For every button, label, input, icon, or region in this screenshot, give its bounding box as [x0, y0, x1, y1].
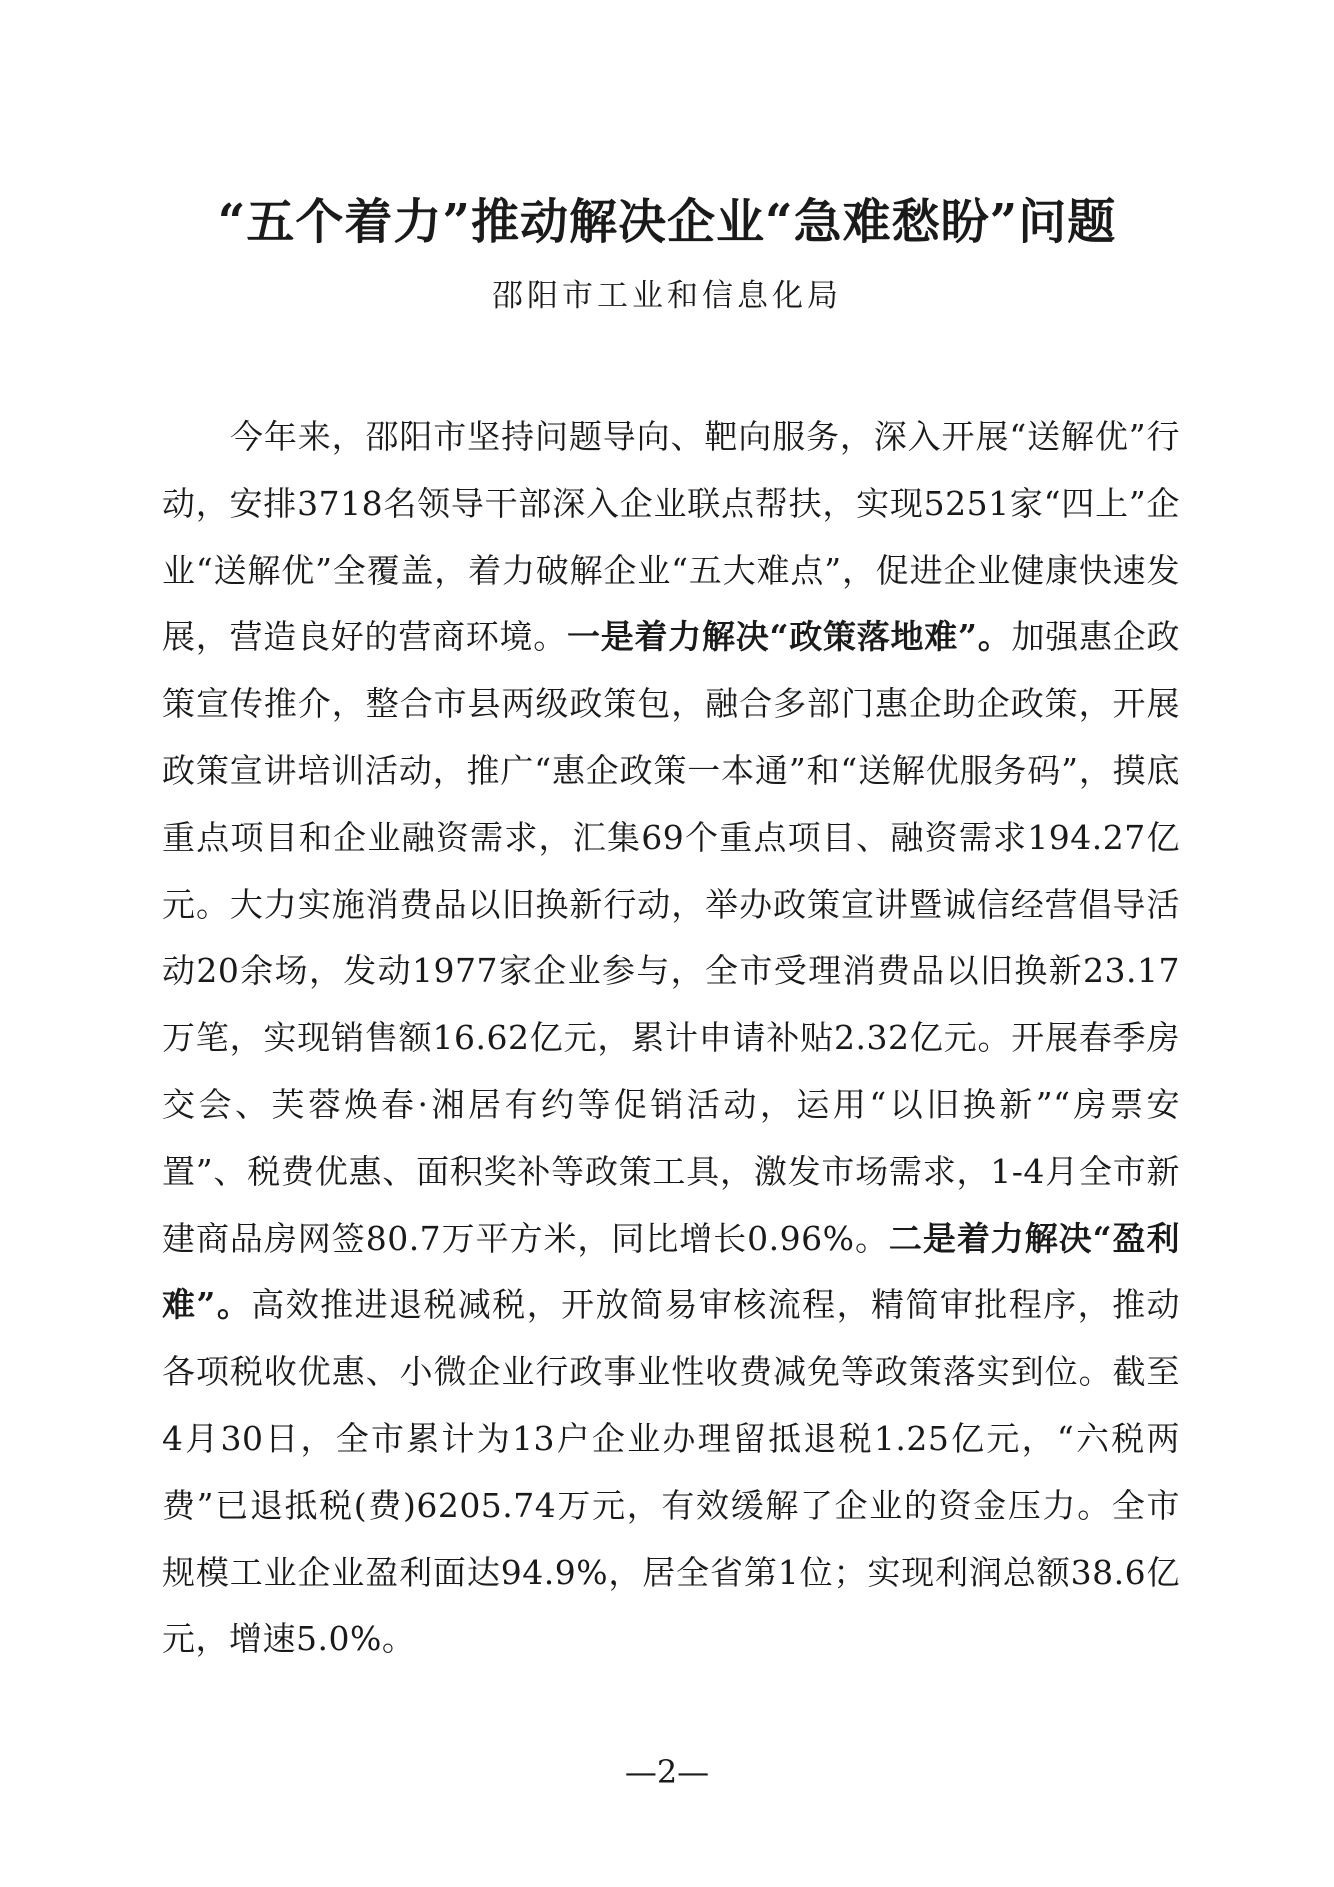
page-number: —2— [624, 1753, 710, 1791]
section-heading-profit: 二是着力解决“盈利难”。 [162, 1218, 1181, 1325]
body-paragraph [162, 404, 1180, 1673]
paragraph-text-intro: 今年来，邵阳市坚持问题导向、靶向服务，深入开展“送解优”行动，安排3718名领导干部深入企业联点帮扶，实现5251家“四上”企业“送解优”全覆盖，着力破解企业“五大难点”，促进企业健康快速发展，营造良好的营商环境。 [162, 417, 1180, 657]
paragraph-text-policy: 加强惠企政策宣传推介，整合市县两级政策包，融合多部门惠企助企政策，开展政策宣讲培训活动，推广“惠企政策一本通”和“送解优服务码”，摸底重点项目和企业融资需求，汇集69个重点项目、融资需求194.27亿元。大力实施消费品以旧换新行动，举办政策宣讲暨诚信经营倡导活动20余场，发动1977家企业参与，全市受理消费品以旧换新23.17万笔，实现销售额16.62亿元，累计申请补贴2.32亿元。开展春季房交会、芙蓉焕春·湘居有约等促销活动，运用“以旧换新”“房票安置”、税费优惠、面积奖补等政策工具，激发市场需求，1-4月全市新建商品房网签80.7万平方米，同比增长0.96%。 [162, 617, 1181, 1258]
document-author: 邵阳市工业和信息化局 [492, 278, 842, 314]
document-title: “五个着力”推动解决企业“急难愁盼”问题 [217, 194, 1117, 250]
section-heading-policy: 一是着力解决“政策落地难”。 [567, 617, 1012, 657]
paragraph-text-profit: 高效推进退税减税，开放简易审核流程，精简审批程序，推动各项税收优惠、小微企业行政事业性收费减免等政策落实到位。截至4月30日，全市累计为13户企业办理留抵退税1.25亿元，“六税两费”已退抵税(费)6205.74万元，有效缓解了企业的资金压力。全市规模工业企业盈利面达94.9%，居全省第1位；实现利润总额38.6亿元，增速5.0%。 [162, 1285, 1181, 1659]
